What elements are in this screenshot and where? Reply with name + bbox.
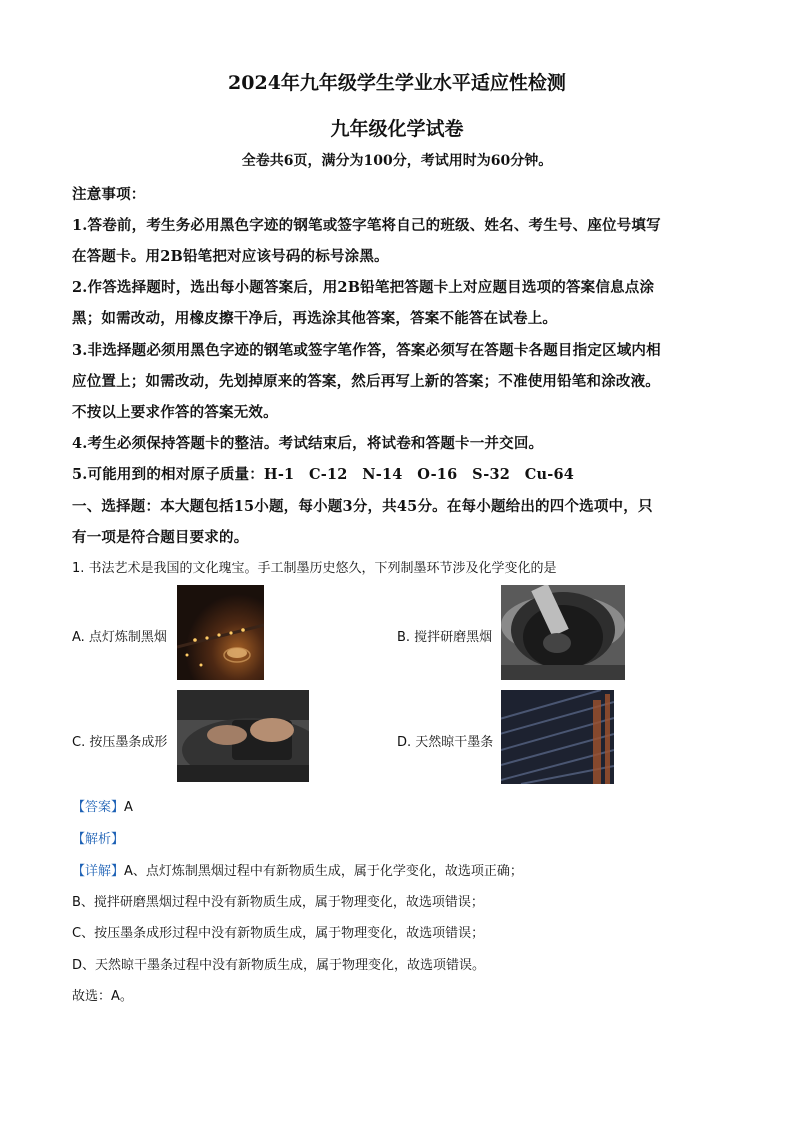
notice-line: 在答题卡。用2B铅笔把对应该号码的标号涂黑。 xyxy=(72,248,389,265)
option-a-label: A. 点灯炼制黑烟 xyxy=(72,630,167,645)
detail-line xyxy=(72,860,523,879)
notice-line: 不按以上要求作答的答案无效。 xyxy=(72,404,278,421)
notice-line: 1.答卷前，考生务必用黑色字迹的钢笔或签字笔将自己的班级、姓名、考生号、座位号填写 xyxy=(72,217,661,234)
answer-label: 【答案】 xyxy=(72,800,125,815)
notice-line: 2.作答选择题时，选出每小题答案后，用2B铅笔把答题卡上对应题目选项的答案信息点涂 xyxy=(72,279,655,296)
detail-line: C、按压墨条成形过程中没有新物质生成，属于物理变化，故选项错误； xyxy=(72,926,485,941)
option-d-image xyxy=(501,690,614,784)
option-d-label: D. 天然晾干墨条 xyxy=(397,735,494,750)
detail-line: D、天然晾干墨条过程中没有新物质生成，属于物理变化，故选项错误。 xyxy=(72,958,486,973)
exam-subtitle: 九年级化学试卷 xyxy=(330,118,464,140)
notice-line: 4.考生必须保持答题卡的整洁。考试结束后，将试卷和答题卡一并交回。 xyxy=(72,435,544,452)
exam-info: 全卷共6页，满分为100分，考试用时为60分钟。 xyxy=(241,153,553,169)
analysis-label: 【解析】 xyxy=(72,832,125,847)
section-heading-cont: 有一项是符合题目要求的。 xyxy=(72,529,249,546)
notice-line: 5.可能用到的相对原子质量：H-1 C-12 N-14 O-16 S-32 Cu-64 xyxy=(72,466,575,483)
answer-line xyxy=(72,796,133,815)
detail-label: 【详解】 xyxy=(72,864,125,879)
question-stem: 1. 书法艺术是我国的文化瑰宝。手工制墨历史悠久，下列制墨环节涉及化学变化的是 xyxy=(72,561,557,576)
answer-value: A xyxy=(124,800,133,815)
notice-line: 应位置上；如需改动，先划掉原来的答案，然后再写上新的答案；不准使用铅笔和涂改液。 xyxy=(72,373,660,390)
detail-line: 故选：A。 xyxy=(72,989,133,1004)
option-b-label: B. 搅拌研磨黑烟 xyxy=(397,630,493,645)
option-a-image xyxy=(177,585,264,680)
detail-text: A、点灯炼制黑烟过程中有新物质生成，属于化学变化，故选项正确； xyxy=(124,864,523,879)
notice-line: 黑；如需改动，用橡皮擦干净后，再选涂其他答案，答案不能答在试卷上。 xyxy=(72,310,558,327)
option-b-image xyxy=(501,585,625,680)
exam-title: 2024年九年级学生学业水平适应性检测 xyxy=(228,72,566,94)
option-c-image xyxy=(177,690,309,782)
option-c-label: C. 按压墨条成形 xyxy=(72,735,168,750)
detail-line: B、搅拌研磨黑烟过程中没有新物质生成，属于物理变化，故选项错误； xyxy=(72,895,484,910)
notice-heading: 注意事项： xyxy=(72,186,146,203)
notice-line: 3.非选择题必须用黑色字迹的钢笔或签字笔作答，答案必须写在答题卡各题目指定区域内相 xyxy=(72,342,661,359)
section-heading: 一、选择题：本大题包括15小题，每小题3分，共45分。在每小题给出的四个选项中，只 xyxy=(72,498,653,515)
